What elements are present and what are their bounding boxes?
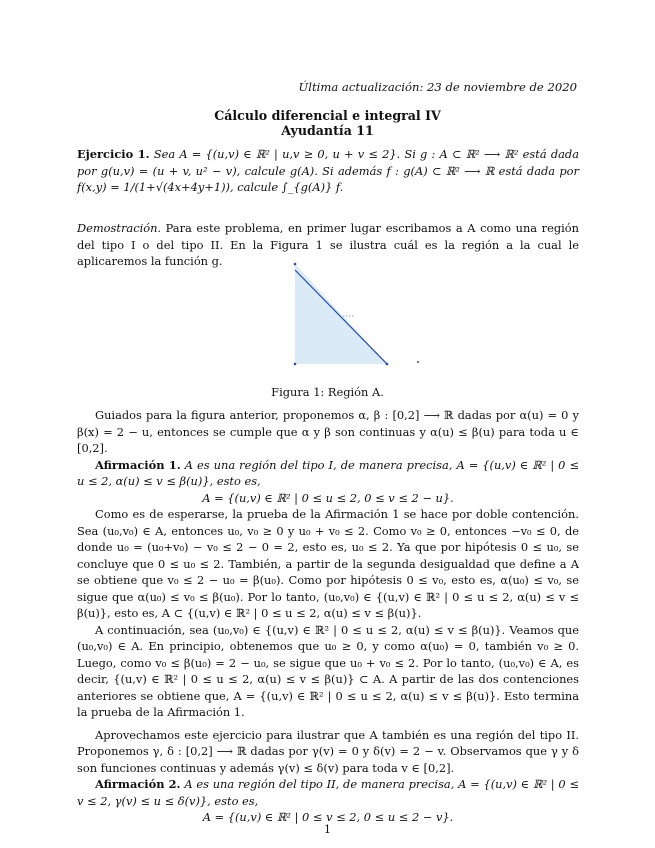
session-title: Ayudantía 11 bbox=[281, 123, 374, 138]
claim-2 bbox=[77, 776, 579, 809]
exercise-block bbox=[77, 146, 579, 196]
claim-1-label: Afirmación 1. bbox=[95, 457, 181, 472]
paragraph-3: A continuación, sea (u₀,v₀) ∈ {(u,v) ∈ ℝ² | 0 ≤ u ≤ 2, α(u) ≤ v ≤ β(u)}. Veamos que (u₀,v₀) ∈ A. En principio, obtenemos que u₀ ≥ 0, y como α(u₀) = 0, también v₀ ≥ 0. Luego, como v₀ ≤ β(u₀) = 2 − u₀, se sigue que u₀ + v₀ ≤ 2. Por lo tanto, (u₀,v₀) ∈ A, es decir, {(u,v) ∈ ℝ² | 0 ≤ u ≤ 2, α(u) ≤ v ≤ β(u)} ⊂ A. A partir de las dos contenciones anteriores se obtiene que, A = {(u,v) ∈ ℝ² | 0 ≤ u ≤ 2, α(u) ≤ v ≤ β(u)}. Esto termina la prueba de la Afirmación 1. bbox=[77, 622, 579, 719]
title-block bbox=[0, 108, 655, 138]
paragraph-2: Como es de esperarse, la prueba de la Afirmación 1 se hace por doble contención. Sea (u₀,v₀) ∈ A, entonces u₀, v₀ ≥ 0 y u₀ + v₀ ≤ 2. Como v₀ ≥ 0, entonces −v₀ ≤ 0, de donde u₀ = (u₀+v₀) − v₀ ≤ 2 − 0 = 2, esto es, u₀ ≤ 2. Ya que por hipótesis 0 ≤ u₀, se concluye que 0 ≤ u₀ ≤ 2. También, a partir de la segunda desigualdad que define a A se obtiene que v₀ ≤ 2 − u₀ = β(u₀). Como por hipótesis 0 ≤ v₀, esto es, α(u₀) ≤ v₀, se sigue que α(u₀) ≤ v₀ ≤ β(u₀). Por lo tanto, (u₀,v₀) ∈ {(u,v) ∈ ℝ² | 0 ≤ u ≤ 2, α(u) ≤ v ≤ β(u)}, esto es, A ⊂ {(u,v) ∈ ℝ² | 0 ≤ u ≤ 2, α(u) ≤ v ≤ β(u)}. bbox=[77, 507, 579, 620]
exercise-statement: Sea A = {(u,v) ∈ ℝ² | u,v ≥ 0, u + v ≤ 2}. Si g : A ⊂ ℝ² ⟶ ℝ² está dada por g(u,v) = (u + v, u² − v), calcule g(A). Si además f : g(A) ⊂ ℝ² ⟶ ℝ está dada por f(x,y) = 1/(1+√(4x+4y+1)), calcule ∫_{g(A)} f. bbox=[77, 147, 579, 194]
region-a-fill bbox=[295, 264, 387, 364]
claim-2-text: A es una región del tipo II, de manera precisa, A = {(u,v) ∈ ℝ² | 0 ≤ v ≤ 2, γ(v) ≤ u ≤ δ(v)}, esto es, bbox=[77, 777, 579, 808]
figure-caption: Figura 1: Región A. bbox=[271, 385, 384, 399]
vertex-right bbox=[386, 363, 389, 366]
proof-intro-text: Para este problema, en primer lugar escribamos a A como una región del tipo I o del tipo II. En la Figura 1 se ilustra cuál es la región a la cual le aplicaremos la función g. bbox=[77, 221, 579, 268]
region-a-figure bbox=[255, 256, 435, 372]
vertex-top bbox=[294, 263, 297, 266]
equation-type-2: A = {(u,v) ∈ ℝ² | 0 ≤ v ≤ 2, 0 ≤ u ≤ 2 − v}. bbox=[202, 810, 454, 824]
claim-1-text: A es una región del tipo I, de manera precisa, A = {(u,v) ∈ ℝ² | 0 ≤ u ≤ 2, α(u) ≤ v ≤ β(u)}, esto es, bbox=[77, 457, 579, 488]
axis-marker bbox=[417, 361, 419, 363]
paragraph-1: Guiados para la figura anterior, proponemos α, β : [0,2] ⟶ ℝ dadas por α(u) = 0 y β(x) = 2 − u, entonces se cumple que α y β son continuas y α(u) ≤ β(u) para toda u ∈ [0,2]. bbox=[77, 408, 579, 455]
exercise-label: Ejercicio 1. bbox=[77, 147, 150, 161]
equation-type-1: A = {(u,v) ∈ ℝ² | 0 ≤ u ≤ 2, 0 ≤ v ≤ 2 − u}. bbox=[202, 490, 454, 505]
proof-label: Demostración. bbox=[77, 221, 162, 235]
vertex-origin bbox=[294, 363, 297, 366]
claim-2-label: Afirmación 2. bbox=[95, 777, 181, 791]
claim-1 bbox=[77, 457, 579, 490]
paragraph-4: Aprovechamos este ejercicio para ilustrar que A también es una región del tipo II. Proponemos γ, δ : [0,2] ⟶ ℝ dadas por γ(v) = 0 y δ(v) = 2 − v. Observamos que γ y δ son funciones continuas y además γ(v) ≤ δ(v) para toda v ∈ [0,2]. bbox=[77, 727, 579, 775]
last-updated-date: Última actualización: 23 de noviembre de 2020 bbox=[298, 80, 577, 94]
page-number: 1 bbox=[323, 822, 332, 836]
main-body bbox=[77, 407, 579, 826]
course-title: Cálculo diferencial e integral IV bbox=[214, 108, 441, 123]
